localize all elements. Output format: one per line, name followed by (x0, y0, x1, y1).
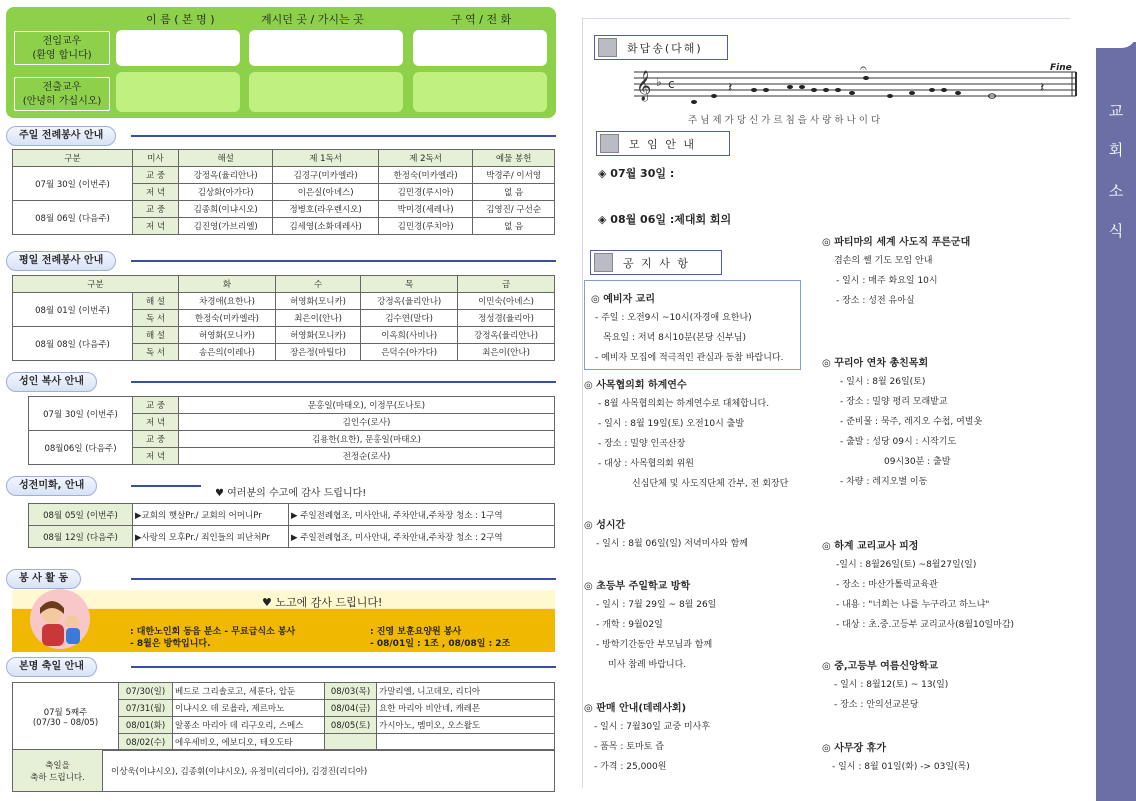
service-thanks: ♥ 노고에 감사 드립니다! (262, 596, 383, 609)
music-lyrics: 주 님 제 가 당 신 가 르 침 을 사 랑 하 나 이 다 (688, 115, 881, 126)
notice-title: ◎ 중,고등부 여름신앙학교 (822, 661, 939, 672)
feast-range: (07/30 – 08/05) (32, 717, 99, 728)
cell: 없 음 (473, 218, 555, 235)
header-place: 계시던 곳 / 가시는 곳 (261, 13, 364, 26)
meeting-title: 모 임 안 내 (629, 138, 696, 151)
notice-title: ◎ 판매 안내(데레사회) (584, 703, 687, 714)
cell: 저 녁 (133, 184, 179, 201)
date-cell: 08월 01일 (이번주) (13, 293, 133, 327)
priest-icon (598, 38, 617, 57)
notice-line: - 개학 : 9월02일 (596, 620, 663, 630)
cell: 허영화(모니카) (275, 293, 360, 310)
cell: 강정옥(율리안나) (458, 327, 555, 344)
notice-line: - 준비물 : 묵주, 레지오 수첩, 여벌옷 (840, 417, 983, 427)
service-r2: - 08/01일 : 1조 , 08/08일 : 2조 (370, 639, 511, 649)
cell: 허영화(모니카) (275, 327, 360, 344)
cell: 교 중 (133, 201, 179, 218)
cell: 문홍일(마태오), 이정무(도나토) (179, 397, 555, 414)
music-staff (630, 62, 1080, 114)
notice-line: - 일시 : 8월 01일(화) -> 03일(목) (832, 762, 970, 772)
cell: 송은의(이레나) (179, 344, 276, 361)
notice-line: - 품목 : 토마토 즙 (594, 742, 664, 752)
cell: 08/05(토) (325, 717, 377, 734)
notice-line: - 일시 : 8월 19일(토) 오전10시 출발 (598, 419, 745, 429)
feast-week-label: 07월 5째주 (43, 707, 88, 718)
music-title: 화답송(다해) (627, 42, 703, 55)
feast-bless-table (12, 749, 555, 792)
clean-table (28, 503, 555, 548)
notice-line: 신심단체 및 사도직단체 간부, 전 회장단 (632, 479, 789, 489)
cell: ▶ 주일전례협조, 미사안내, 주차안내,주차장 청소 : 2구역 (289, 526, 555, 548)
notice-title: ◎ 하계 교리교사 피정 (822, 541, 919, 552)
notice-header (590, 250, 722, 275)
cell: 이민숙(아녜스) (458, 293, 555, 310)
cell: 김경구(미카엘라) (273, 167, 379, 184)
cell: 차경애(요한나) (179, 293, 276, 310)
notice-line: - 장소 : 마산가톨릭교육관 (836, 580, 938, 590)
cell: 베드로 그리솔로고, 세룬다, 압둔 (173, 683, 325, 700)
th: 해설 (179, 150, 273, 167)
cell: 저 녁 (133, 448, 179, 465)
cell (377, 734, 555, 751)
out-label-1: 전출교우 (42, 82, 82, 93)
cell: 한정숙(미카엘라) (378, 167, 472, 184)
cell: ▶교회의 햇살Pr./ 교회의 어머니Pr (133, 504, 289, 526)
cell: 에우세비오, 에보디오, 테오도타 (173, 734, 325, 751)
meeting-header (596, 131, 730, 156)
notice-title: ◎ 초등부 주일학교 방학 (584, 581, 691, 592)
rest-icon: 𝄽 (1040, 80, 1045, 96)
notice-title: 공 지 사 항 (623, 257, 690, 270)
cell: 07/30(일) (119, 683, 173, 700)
notice-line: - 대상 : 사목협의회 위원 (598, 459, 694, 469)
cell: 김인수(로사) (179, 414, 555, 431)
cell (325, 734, 377, 751)
cell: 해 설 (133, 327, 179, 344)
volunteer-illustration (20, 588, 100, 650)
cell: 김세영(소화데레사) (273, 218, 379, 235)
th: 구분 (13, 150, 133, 167)
cell: 저 녁 (133, 414, 179, 431)
service-l2: - 8월은 방학입니다. (130, 639, 211, 649)
cell: 김민경(루치아) (378, 218, 472, 235)
out-label-2: (안녕히 가십시오) (22, 96, 102, 107)
cell: 강정옥(율리안나) (361, 293, 458, 310)
clean-thanks: ♥ 여러분의 수고에 감사 드립니다! (215, 488, 367, 499)
cell: 교 중 (133, 431, 179, 448)
cell: 08/03(목) (325, 683, 377, 700)
section-clean: 성전미화, 안내 (6, 476, 97, 496)
cell: 허영화(모니카) (179, 327, 276, 344)
notice-title: ◎ 사목협의회 하계연수 (584, 380, 687, 391)
cell: 최은이(안나) (458, 344, 555, 361)
side-notch (1070, 18, 1136, 48)
priest-icon (594, 253, 613, 272)
clef-icon: 𝄞 (636, 71, 652, 101)
side-char: 식 (1108, 222, 1124, 240)
date-cell: 08월 05일 (이번주) (29, 504, 133, 526)
weekday-table (12, 275, 555, 361)
cell: 08/04(금) (325, 700, 377, 717)
notice-title: ◎ 사무장 휴가 (822, 743, 886, 754)
notice-line: - 가격 : 25,000원 (594, 762, 667, 772)
edu-box (584, 280, 801, 370)
divider (131, 381, 556, 383)
bless-1: 축일을 (45, 760, 70, 771)
fine-label: Fine (1050, 63, 1072, 73)
date-cell: 08월 08일 (다음주) (13, 327, 133, 361)
section-service: 봉 사 활 동 (6, 569, 81, 589)
cell: 교 중 (133, 397, 179, 414)
service-banner (12, 590, 555, 652)
notice-line: 09시30분 : 출발 (884, 457, 951, 467)
notice-line: - 일시 : 8월12(토) ~ 13(일) (834, 680, 949, 690)
notice-line: - 방학기간동안 부모님과 함께 (596, 640, 713, 650)
in-label-1: 전입교우 (42, 36, 82, 47)
cell: 김종희(이냐시오) (179, 201, 273, 218)
cell: 이냐시오 데 로욜라, 제르마노 (173, 700, 325, 717)
th: 구분 (13, 276, 179, 293)
th: 미사 (133, 150, 179, 167)
cell: 김영진/ 구선순 (473, 201, 555, 218)
edu-title: ◎ 예비자 교리 (591, 294, 655, 305)
date-cell: 08월06일 (다음주) (29, 431, 133, 465)
cell: 박경주/ 이서영 (473, 167, 555, 184)
section-sunday: 주일 전례봉사 안내 (6, 126, 116, 146)
adult-table (28, 396, 555, 465)
cell: 독 서 (133, 310, 179, 327)
cell: 없 음 (473, 184, 555, 201)
th: 제 2독서 (378, 150, 472, 167)
cell: 정병호(라우렌시오) (273, 201, 379, 218)
divider (131, 485, 201, 487)
notice-line: - 대상 : 초.중.고등부 교리교사(8월10일마감) (836, 620, 1015, 630)
cell: 07/31(월) (119, 700, 173, 717)
side-char: 교 (1108, 102, 1124, 120)
meeting-d1: ◈ 07월 30일 : (598, 167, 675, 180)
notice-line: 미사 참례 바랍니다. (608, 660, 687, 670)
top-rule (582, 18, 1112, 19)
notice-line: - 장소 : 안의선교본당 (834, 700, 919, 710)
service-l1: : 대한노인회 동읍 분소 - 무료급식소 봉사 (130, 627, 296, 637)
cell: 강정옥(율리안나) (179, 167, 273, 184)
cell: 이옥희(사비나) (361, 327, 458, 344)
cell: 최은이(안나) (275, 310, 360, 327)
notice-line: - 8월 사목협의회는 하계연수로 대체합니다. (598, 399, 770, 409)
th: 화 (179, 276, 276, 293)
welcome-box (6, 7, 556, 118)
section-weekday: 평일 전례봉사 안내 (6, 251, 116, 271)
time-icon: c (668, 77, 675, 91)
notice-line: - 출발 : 성당 09시 : 시작기도 (840, 437, 957, 447)
notice-line: -일시 : 8월26일(토) ~8월27일(일) (836, 560, 977, 570)
service-r1: : 진영 보훈요양원 봉사 (370, 627, 462, 637)
cell: 장은정(마틸다) (275, 344, 360, 361)
cell: 저 녁 (133, 218, 179, 235)
th: 목 (361, 276, 458, 293)
th: 수 (275, 276, 360, 293)
bless-2: 축하 드립니다. (30, 772, 85, 783)
in-place-box (249, 30, 403, 66)
notice-line: - 장소 : 성전 유아실 (836, 296, 915, 306)
th: 예물 봉헌 (473, 150, 555, 167)
cell: 독 서 (133, 344, 179, 361)
column-divider (582, 18, 583, 788)
notice-line: - 장소 : 밀양 평리 모래밭교 (840, 397, 948, 407)
cell: 08/01(화) (119, 717, 173, 734)
cell: ▶ 주일전례협조, 미사안내, 주차안내,주차장 청소 : 1구역 (289, 504, 555, 526)
sunday-table (12, 149, 555, 235)
out-name-box (116, 72, 240, 112)
notice-line: - 일시 : 7월30일 교중 미사후 (594, 722, 711, 732)
notice-line: 겸손의 쎌 기도 모임 안내 (834, 256, 933, 266)
fermata-icon: 𝄐 (860, 62, 867, 75)
bless-label (13, 750, 103, 792)
music-header (594, 35, 728, 60)
cell: 김민경(루시아) (378, 184, 472, 201)
side-char: 소 (1108, 182, 1124, 200)
divider (131, 135, 556, 137)
cell: ▶사랑의 모후Pr./ 죄인들의 피난처Pr (133, 526, 289, 548)
cell: 교 중 (133, 167, 179, 184)
date-cell: 07월 30일 (이번주) (29, 397, 133, 431)
rest-icon: 𝄽 (728, 80, 733, 96)
cell: 한정숙(미카엘라) (179, 310, 276, 327)
bless-names: 이상욱(이냐시오), 김종휘(이냐시오), 유정미(리디아), 김경진(리디아) (103, 750, 555, 792)
notice-line: - 일시 : 매주 화요일 10시 (836, 276, 938, 286)
cell: 가말리엘, 니고데모, 리디아 (377, 683, 555, 700)
cell: 알퐁소 마리아 데 리구오리, 스메스 (173, 717, 325, 734)
in-label-2: (환영 합니다) (32, 50, 92, 61)
cell: 가시아노, 멤미오, 오스왈도 (377, 717, 555, 734)
notice-line: - 일시 : 8월 06일(일) 저녁미사와 함께 (596, 539, 748, 549)
flat-icon: ♭ (656, 75, 662, 89)
meeting-d2: ◈ 08월 06일 :제대회 회의 (598, 213, 732, 226)
in-label (14, 31, 110, 65)
cell: 은덕수(아가다) (361, 344, 458, 361)
edu-l3: - 예비자 모집에 적극적인 관심과 동참 바랍니다. (595, 353, 784, 363)
divider (131, 578, 556, 580)
feast-table (12, 682, 555, 751)
in-name-box (116, 30, 240, 66)
cell: 김용한(요한), 문홍일(마태오) (179, 431, 555, 448)
notice-line: - 차량 : 레지오별 이동 (840, 477, 928, 487)
section-feast: 본명 축일 안내 (6, 657, 97, 677)
feast-week (13, 683, 119, 751)
date-cell: 07월 30일 (이번주) (13, 167, 133, 201)
priest-icon (600, 134, 619, 153)
th: 제 1독서 (273, 150, 379, 167)
notice-line: - 일시 : 8월 26일(토) (840, 377, 926, 387)
notice-line: - 장소 : 밀양 인곡산장 (598, 439, 686, 449)
cell: 이은실(아녜스) (273, 184, 379, 201)
cell: 김진영(가브리엘) (179, 218, 273, 235)
side-char: 회 (1108, 141, 1124, 159)
notice-title: ◎ 성시간 (584, 520, 626, 531)
out-label (14, 77, 110, 111)
cell: 정성경(율리아) (458, 310, 555, 327)
cell: 박미경(세레나) (378, 201, 472, 218)
notice-line: - 내용 : "너희는 나를 누구라고 하느냐" (836, 600, 990, 610)
divider (131, 260, 556, 262)
header-name: 이 름 ( 본 명 ) (146, 13, 215, 26)
out-zone-box (413, 72, 547, 112)
notice-title: ◎ 파티마의 세계 사도직 푸른군대 (822, 237, 971, 248)
date-cell: 08월 12일 (다음주) (29, 526, 133, 548)
cell: 요한 마리아 비안네, 캐레몬 (377, 700, 555, 717)
in-zone-box (413, 30, 547, 66)
edu-l2: 목요일 : 저녁 8시10분(본당 신부님) (603, 333, 747, 343)
cell: 김상화(아가다) (179, 184, 273, 201)
section-adult: 성인 복사 안내 (6, 372, 97, 392)
edu-l1: - 주일 : 오전9시 ~10시(자경애 요한나) (595, 313, 752, 323)
cell: 전정순(로사) (179, 448, 555, 465)
th: 금 (458, 276, 555, 293)
cell: 김수연(말다) (361, 310, 458, 327)
notice-line: - 일시 : 7월 29일 ~ 8월 26일 (596, 600, 717, 610)
date-cell: 08월 06일 (다음주) (13, 201, 133, 235)
cell: 해 설 (133, 293, 179, 310)
divider (131, 666, 556, 668)
header-zone: 구 역 / 전 화 (451, 13, 512, 26)
cell: 08/02(수) (119, 734, 173, 751)
out-place-box (249, 72, 403, 112)
notice-title: ◎ 꾸리아 연차 총친목회 (822, 358, 929, 369)
